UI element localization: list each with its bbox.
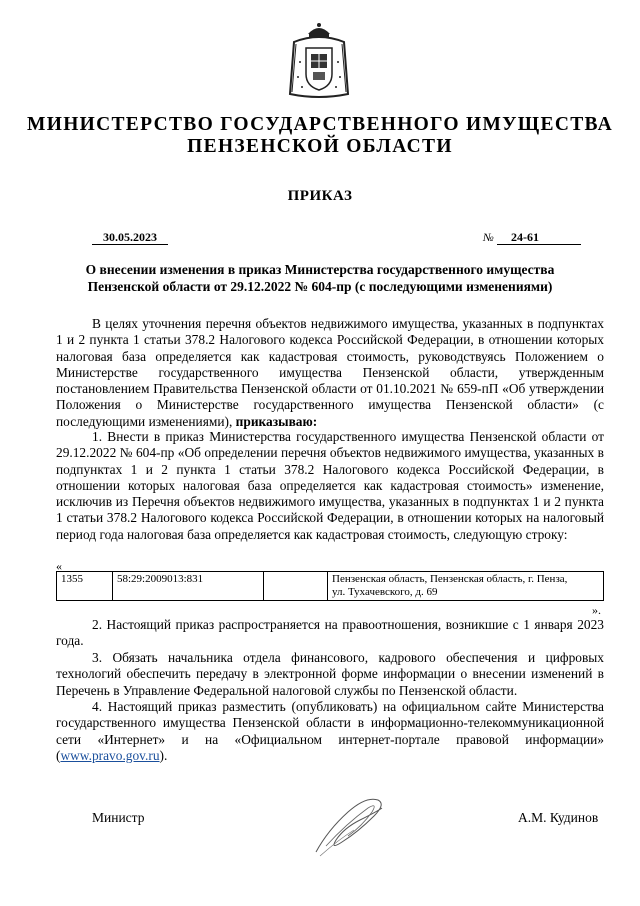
intro-text: В целях уточнения перечня объектов недвижимого имущества, указанных в подпунктах 1 и 2 пункта 1 статьи 378.2 Налогового кодекса Российской Федерации, в отношении которых налоговая база определяется как кадастровая стоимость, руководствуясь Положением о Министерстве государственного имущества Пензенской области, утвержденным постановлением Правительства Пензенской области от 01.10.2021 № 659-пП «Об утверждении Положения о Министерстве государственного имущества Пензенской области» (с последующими изменениями), [56, 316, 604, 429]
paragraph-item2 [56, 617, 604, 650]
subject-line2: Пензенской области от 29.12.2022 № 604-пр (с последующими изменениями) [87, 279, 553, 294]
pravo-link[interactable]: www.pravo.gov.ru [60, 747, 160, 763]
address-line1: Пензенская область, Пензенская область, г. Пенза, [332, 573, 568, 585]
address-line2: ул. Тухачевского, д. 69 [332, 586, 438, 598]
item4-end: ). [159, 747, 168, 763]
signer-position: Министр [92, 810, 145, 825]
paragraph-item4 [56, 699, 604, 764]
item4-text: 4. Настоящий приказ разместить (опубликовать) на официальном сайте Министерства государственного имущества Пензенской области в информационно-телекоммуникационной сети «Интернет» и на «Официальном интернет-портале правовой информации» ( [56, 699, 604, 763]
quote-open: « [56, 559, 62, 573]
order-number-label: № [483, 232, 494, 244]
table-row [57, 572, 604, 601]
order-number: 24-61 [497, 230, 581, 245]
order-date: 30.05.2023 [92, 230, 168, 245]
ministry-title-line1: МИНИСТЕРСТВО ГОСУДАРСТВЕННОГО ИМУЩЕСТВА [27, 114, 613, 135]
item3-text: 3. Обязать начальника отдела финансового, кадрового обеспечения и цифровых технологий обеспечить передачу в электронной форме информации о внесении изменений в Перечень в Управление Федеральной налоговой службы по Пензенской области. [56, 650, 604, 698]
cell-number: 1355 [57, 572, 113, 601]
excluded-object-table [56, 571, 604, 601]
cell-empty [264, 572, 328, 601]
quote-close: ». [592, 603, 601, 617]
subject-line1: О внесении изменения в приказ Министерства государственного имущества [85, 262, 555, 277]
handwritten-signature-icon [308, 790, 398, 860]
cell-address [328, 572, 604, 601]
paragraph-item1 [56, 429, 604, 543]
ministry-title-line2: ПЕНЗЕНСКОЙ ОБЛАСТИ [187, 136, 453, 157]
coat-of-arms-icon [286, 22, 352, 100]
item1-text: 1. Внести в приказ Министерства государственного имущества Пензенской области от 29.12.2022 № 604-пр «Об определении перечня объектов недвижимого имущества, указанных в подпунктах 1 и 2 пункта 1 статьи 378.2 Налогового кодекса Российской Федерации, в отношении которых налоговая база определяется как кадастровая стоимость» изменение, исключив из Перечня объектов недвижимого имущества, указанных в подпунктах 1 и 2 пункта 1 статьи 378.2 Налогового кодекса Российской Федерации, в отношении которых на налоговый период года налоговая база определяется как кадастровая стоимость, следующую строку: [56, 429, 604, 542]
paragraph-intro [56, 316, 604, 430]
document-type: ПРИКАЗ [287, 188, 353, 204]
intro-decree-word: приказываю: [235, 413, 318, 429]
item2-text: 2. Настоящий приказ распространяется на правоотношения, возникшие с 1 января 2023 года. [56, 617, 604, 649]
cell-cadastral-number: 58:29:2009013:831 [113, 572, 264, 601]
signer-name: А.М. Кудинов [518, 810, 599, 825]
paragraph-item3 [56, 650, 604, 699]
